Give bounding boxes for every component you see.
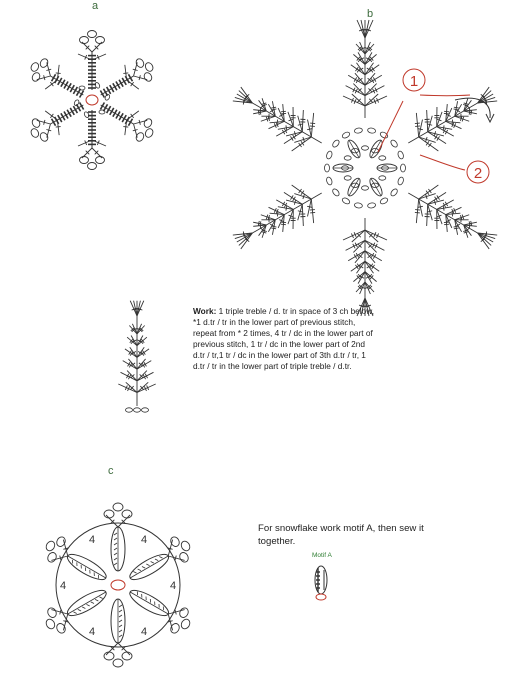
panel-label-a: a — [92, 0, 99, 12]
count-label-4: 4 — [59, 580, 67, 592]
callout-2-number: 2 — [473, 165, 483, 182]
work-body: 1 triple treble / d. tr in space of 3 ch below, *1 d.tr / tr in the lower part of previous stitch, repeat from * 2 times, 4 tr / dc in the lower part of previous stitch, 1 tr / dc in the lower part of 2nd d.tr / tr,1 tr / dc in the lower part of 3th d.tr / tr, 1 d.tr / tr in the lower part of triple treble / d.tr. — [193, 306, 375, 371]
panel-label-c: c — [108, 465, 114, 477]
work-heading: Work: — [193, 306, 217, 316]
count-label-4: 4 — [88, 626, 96, 638]
assembly-instruction: For snowflake work motif A, then sew it together. — [258, 523, 424, 547]
count-label-4: 4 — [140, 534, 148, 546]
count-label-4: 4 — [140, 626, 148, 638]
panel-label-b: b — [367, 8, 374, 20]
callout-1-number: 1 — [409, 73, 419, 90]
count-label-4: 4 — [169, 580, 177, 592]
count-label-4: 4 — [88, 534, 96, 546]
motif-a-label: Motif A — [312, 552, 332, 559]
